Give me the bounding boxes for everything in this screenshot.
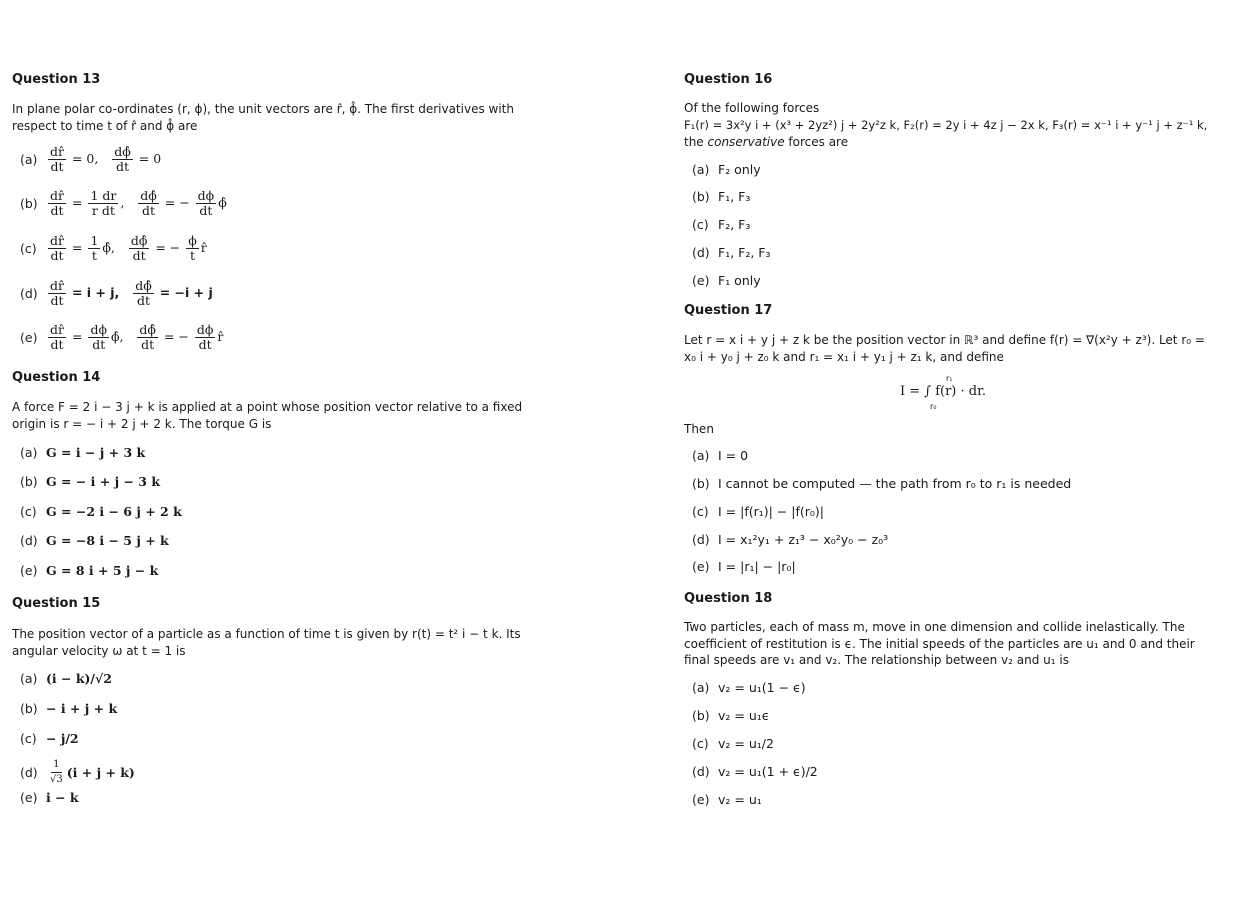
option-text: G = i − j + 3 k: [46, 445, 146, 460]
equation-rhs: = −i + j: [159, 285, 213, 300]
question-18-option-d[interactable]: [684, 763, 818, 781]
option-label: (d): [20, 533, 38, 548]
question-17-option-c[interactable]: [684, 503, 824, 521]
option-label: (a): [20, 151, 38, 167]
fraction-denominator: dt: [142, 203, 156, 218]
option-label: (d): [20, 764, 38, 780]
option-label: (c): [692, 504, 709, 519]
option-label: (a): [20, 671, 38, 686]
option-label: (a): [20, 445, 38, 460]
fraction-denominator: dt: [92, 337, 106, 352]
option-text: v₂ = u₁: [718, 792, 762, 807]
fraction-denominator: dt: [198, 337, 212, 352]
question-16-forces: F₁(r) = 3x²y i + (x³ + 2yz²) j + 2y²z k, F₂(r) = 2y i + 4z j − 2x k, F₃(r) = x⁻¹ i + y⁻¹ j + z⁻¹ k,: [684, 118, 1208, 132]
question-17-option-b[interactable]: [684, 475, 1071, 493]
fraction-denominator: dt: [141, 337, 155, 352]
option-text: G = − i + j − 3 k: [46, 474, 161, 489]
option-text: G = −8 i − 5 j + k: [46, 533, 169, 548]
question-15-option-c[interactable]: [12, 730, 79, 748]
option-text: i − k: [46, 790, 79, 805]
question-16-title: Question 16: [684, 72, 773, 87]
option-label: (b): [692, 476, 710, 491]
question-15-option-b[interactable]: [12, 700, 117, 718]
question-18-option-b[interactable]: [684, 707, 769, 725]
text-fragment: the: [684, 135, 708, 149]
option-label: (d): [692, 245, 710, 260]
integral-equation: [900, 376, 1000, 412]
option-label: (d): [20, 285, 38, 301]
option-label: (c): [20, 731, 37, 746]
integral-expression: I = ∫ f(r) · dr.: [900, 384, 987, 399]
fraction-numerator: 1: [51, 758, 61, 773]
fraction-denominator: r dt: [91, 203, 115, 218]
fraction-denominator: t: [189, 248, 196, 263]
option-label: (e): [692, 559, 710, 574]
option-text: F₁ only: [718, 273, 761, 288]
option-text: I = 0: [718, 448, 749, 463]
fraction-denominator: dt: [199, 203, 213, 218]
question-14-option-e[interactable]: [12, 562, 158, 580]
question-18-option-a[interactable]: [684, 679, 806, 697]
text-fragment: forces are: [784, 135, 849, 149]
emphasis-conservative: conservative: [707, 135, 785, 149]
option-label: (e): [20, 790, 38, 805]
option-label: (d): [692, 532, 710, 547]
question-16-option-d[interactable]: [684, 244, 771, 262]
option-label: (d): [692, 764, 710, 779]
question-17-option-a[interactable]: [684, 447, 748, 465]
option-text: F₁, F₂, F₃: [718, 245, 771, 260]
option-text: I = x₁²y₁ + z₁³ − x₀²y₀ − z₀³: [718, 532, 889, 547]
fraction-numerator: 1 dr: [90, 188, 117, 203]
question-14-option-b[interactable]: [12, 473, 160, 491]
equation-operator: = −: [163, 329, 189, 344]
option-label: (c): [692, 217, 709, 232]
option-label: (b): [692, 708, 710, 723]
option-text: (i − k)/√2: [46, 671, 112, 686]
equation-operator: = −: [164, 195, 190, 210]
question-17-option-d[interactable]: [684, 531, 888, 549]
equation-tail: r̂: [200, 240, 207, 255]
question-13-option-e[interactable]: [12, 323, 223, 352]
fraction-numerator: 1: [90, 233, 99, 248]
fraction-denominator: dt: [132, 248, 146, 263]
option-text: F₁, F₃: [718, 189, 751, 204]
fraction-numerator: ϕ: [188, 233, 197, 248]
fraction-numerator: dr̂: [50, 188, 64, 203]
option-label: (b): [20, 701, 38, 716]
question-14-option-c[interactable]: [12, 503, 182, 521]
fraction-numerator: dϕ̂: [114, 144, 131, 159]
option-label: (b): [20, 195, 38, 211]
fraction-numerator: dϕ̂: [135, 278, 152, 293]
option-label: (b): [20, 474, 38, 489]
equation-tail: ,: [120, 195, 125, 210]
option-text: F₂, F₃: [718, 217, 751, 232]
option-text: v₂ = u₁(1 + ϵ)/2: [718, 764, 818, 779]
question-18-title: Question 18: [684, 591, 773, 606]
fraction-denominator: dt: [136, 293, 150, 308]
question-16-option-b[interactable]: [684, 188, 750, 206]
equation-rhs: = 0,: [71, 151, 99, 166]
option-label: (c): [20, 240, 37, 256]
question-18-option-c[interactable]: [684, 735, 774, 753]
option-text: I = |r₁| − |r₀|: [718, 559, 796, 574]
question-18-text: Two particles, each of mass m, move in one dimension and collide inelastically. The coefficient of restitution is ϵ. The initial speeds of the particles are u₁ and 0 and their final speeds are v₁ and v₂. The relationship between v₂ and u₁ is: [684, 620, 1195, 667]
question-14-title: Question 14: [12, 370, 101, 385]
question-15-text: The position vector of a particle as a function of time t is given by r(t) = t² i − t k. Its angular velocity ω at t = 1 is: [12, 627, 521, 658]
option-label: (c): [692, 736, 709, 751]
fraction-numerator: dr̂: [50, 144, 64, 159]
equation-tail: ϕ̂,: [110, 329, 124, 344]
option-text: I = |f(r₁)| − |f(r₀)|: [718, 504, 824, 519]
question-15-option-a[interactable]: [12, 670, 112, 688]
option-label: (e): [20, 563, 38, 578]
question-13-option-d[interactable]: [12, 279, 213, 308]
equation-tail: ϕ̂: [218, 195, 227, 210]
equation-operator: =: [71, 240, 83, 255]
option-text: F₂ only: [718, 162, 761, 177]
question-13-option-b[interactable]: [12, 189, 227, 218]
question-13-option-a[interactable]: [12, 145, 161, 174]
equation-operator: =: [71, 329, 83, 344]
fraction-numerator: dr̂: [50, 278, 64, 293]
equation-operator: =: [71, 195, 83, 210]
question-16-option-c[interactable]: [684, 216, 750, 234]
option-text: − i + j + k: [46, 701, 118, 716]
question-13-text: In plane polar co-ordinates (r, ϕ), the unit vectors are r̂, ϕ̂. The first derivatives with respect to time t of r̂ and ϕ̂ are: [12, 102, 514, 133]
fraction-numerator: dϕ: [90, 322, 107, 337]
question-15-option-e[interactable]: [12, 789, 79, 807]
option-text: v₂ = u₁ϵ: [718, 708, 770, 723]
fraction-numerator: dϕ̂: [140, 188, 157, 203]
fraction-denominator: dt: [50, 203, 64, 218]
equation-operator: = −: [155, 240, 181, 255]
fraction-denominator: dt: [50, 248, 64, 263]
option-label: (e): [692, 792, 710, 807]
question-14-option-d[interactable]: [12, 532, 169, 550]
question-17-title: Question 17: [684, 303, 773, 318]
fraction-denominator: dt: [50, 337, 64, 352]
equation-rhs: = 0: [138, 151, 162, 166]
option-text: G = 8 i + 5 j − k: [46, 563, 159, 578]
question-16-text-line-1: Of the following forces: [684, 101, 820, 115]
equation-tail: ϕ̂,: [102, 240, 115, 255]
integral-upper-limit: r₁: [946, 374, 953, 383]
question-14-option-a[interactable]: [12, 444, 145, 462]
question-17-then: Then: [684, 422, 714, 436]
question-13-option-c[interactable]: [12, 234, 207, 263]
question-16-text-line-3: [684, 134, 1212, 151]
option-text: v₂ = u₁/2: [718, 736, 774, 751]
question-17-text: Let r = x i + y j + z k be the position vector in ℝ³ and define f(r) = ∇(x²y + z³). Let r₀ = x₀ i + y₀ j + z₀ k and r₁ = x₁ i + y₁ j + z₁ k, and define: [684, 333, 1205, 364]
question-18-option-e[interactable]: [684, 791, 762, 809]
option-text: − j/2: [46, 731, 79, 746]
equation-tail: r̂: [217, 329, 224, 344]
fraction-denominator: dt: [116, 159, 130, 174]
fraction-numerator: dϕ: [196, 322, 214, 337]
fraction-denominator: √3: [50, 774, 63, 785]
question-16-option-e[interactable]: [684, 272, 761, 290]
question-15-option-d[interactable]: [12, 758, 135, 787]
question-17-option-e[interactable]: [684, 558, 796, 576]
fraction-numerator: dr̂: [50, 233, 64, 248]
option-label: (a): [692, 162, 710, 177]
fraction-denominator: t: [91, 248, 97, 263]
question-13-title: Question 13: [12, 72, 101, 87]
option-label: (a): [692, 680, 710, 695]
option-label: (a): [692, 448, 710, 463]
option-label: (b): [692, 189, 710, 204]
question-16-option-a[interactable]: [684, 161, 761, 179]
option-label: (e): [692, 273, 710, 288]
fraction-numerator: dϕ: [197, 188, 215, 203]
option-text: (i + j + k): [66, 764, 135, 780]
option-text: I cannot be computed — the path from r₀ to r₁ is needed: [718, 476, 1072, 491]
integral-lower-limit: r₀: [930, 402, 937, 411]
fraction-denominator: dt: [50, 293, 64, 308]
fraction-denominator: dt: [50, 159, 64, 174]
fraction-numerator: dϕ̂: [139, 322, 156, 337]
option-text: G = −2 i − 6 j + 2 k: [46, 504, 182, 519]
option-label: (c): [20, 504, 37, 519]
fraction-numerator: dr̂: [50, 322, 64, 337]
question-14-text: A force F = 2 i − 3 j + k is applied at a point whose position vector relative to a fixed origin is r = − i + 2 j + 2 k. The torque G is: [12, 400, 523, 431]
option-text: v₂ = u₁(1 − ϵ): [718, 680, 806, 695]
option-label: (e): [20, 329, 38, 345]
question-15-title: Question 15: [12, 596, 101, 611]
fraction-numerator: dϕ̂: [130, 233, 148, 248]
equation-rhs: = i + j,: [71, 285, 120, 300]
